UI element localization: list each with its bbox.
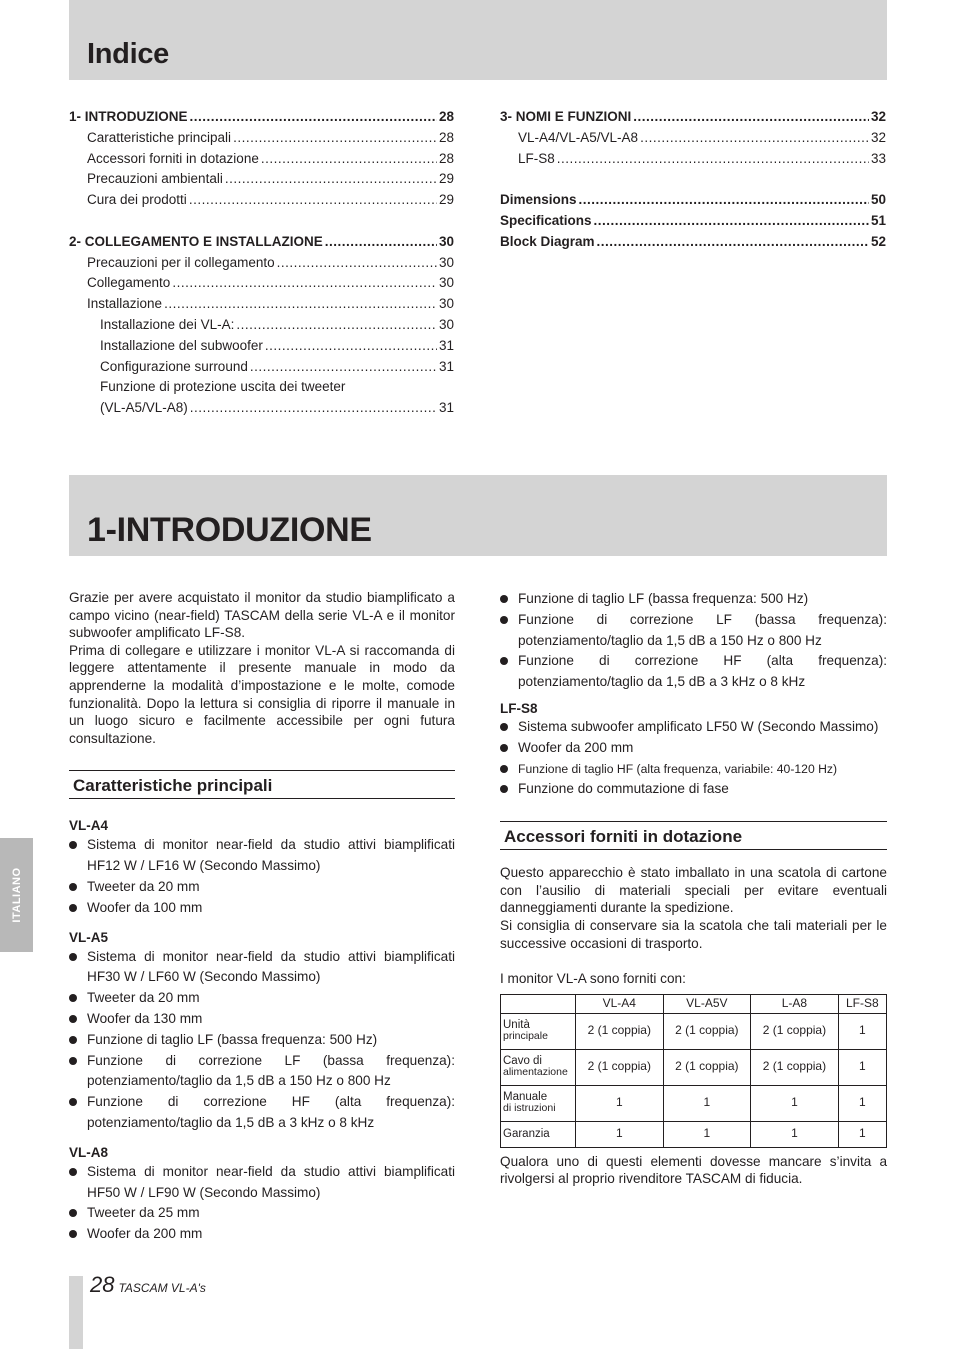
- feature-list-item: Funzione di taglio LF (bassa frequenza: 500 Hz): [500, 589, 887, 610]
- feature-list-item: Funzione di taglio LF (bassa frequenza: 500 Hz): [69, 1030, 455, 1051]
- table-intro: I monitor VL-A sono forniti con:: [500, 971, 686, 987]
- toc-entry[interactable]: [500, 232, 886, 253]
- row-label-line-1: Garanzia: [503, 1127, 550, 1140]
- toc-entry-page: 52: [870, 233, 886, 249]
- toc-entry[interactable]: [69, 128, 454, 149]
- toc-leader-dots: [190, 398, 437, 419]
- vla8-heading: VL-A8: [69, 1144, 109, 1160]
- toc-entry-page: 50: [870, 192, 886, 208]
- toc-entry-label: Caratteristiche principali: [87, 129, 232, 145]
- toc-leader-dots: [277, 253, 437, 274]
- table-row: [501, 1085, 887, 1121]
- toc-entry-page: 30: [438, 316, 454, 332]
- lfs8-feature-list: [500, 717, 887, 800]
- toc-entry-label: VL-A4/VL-A5/VL-A8: [518, 129, 639, 145]
- toc-entry-label: Precauzioni ambientali: [87, 171, 223, 187]
- toc-entry-label: 2- COLLEGAMENTO E INSTALLAZIONE: [69, 233, 323, 249]
- toc-entry[interactable]: [500, 128, 886, 149]
- table-row-label: [501, 1085, 576, 1121]
- feature-list-item: Funzione di correzione HF (alta frequenza): potenziamento/taglio da 1,5 dB a 3 kHz o 8 kHz: [500, 651, 887, 693]
- intro-title: 1-INTRODUZIONE: [87, 511, 372, 549]
- feature-list-item: Sistema subwoofer amplificato LF50 W (Secondo Massimo): [500, 717, 887, 738]
- toc-entry-label: Installazione: [87, 296, 163, 312]
- vla5-feature-list: [69, 947, 455, 1134]
- toc-entry-label: Block Diagram: [500, 233, 595, 249]
- row-label-line-2: alimentazione: [503, 1066, 568, 1079]
- footer-brand: TASCAM VL-A's: [118, 1281, 206, 1295]
- toc-entry-label: Dimensions: [500, 192, 577, 208]
- table-cell: 1: [663, 1121, 751, 1147]
- toc-entry-page: 51: [870, 212, 886, 228]
- table-column-header: L-A8: [751, 994, 839, 1013]
- table-cell: 2 (1 coppia): [663, 1049, 751, 1085]
- feature-list-item: Tweeter da 20 mm: [69, 988, 455, 1009]
- toc-entry[interactable]: [69, 273, 454, 294]
- toc-entry-label: Installazione del subwoofer: [100, 337, 263, 353]
- feature-list-item: Woofer da 200 mm: [500, 738, 887, 759]
- toc-entry[interactable]: [69, 190, 454, 211]
- table-column-header: VL-A4: [576, 994, 664, 1013]
- feature-list-item: Tweeter da 20 mm: [69, 877, 455, 898]
- toc-leader-dots: [557, 149, 869, 170]
- toc-entry[interactable]: [69, 107, 454, 128]
- toc-entry[interactable]: [69, 315, 454, 336]
- table-row: [501, 1121, 887, 1147]
- toc-leader-dots: [325, 232, 437, 253]
- toc-leader-dots: [250, 357, 437, 378]
- toc-header-band: [69, 0, 887, 80]
- feature-list-item: Funzione di correzione LF (bassa frequenza): potenziamento/taglio da 1,5 dB a 150 Hz o 800 Hz: [69, 1051, 455, 1093]
- toc-entry[interactable]: [69, 253, 454, 274]
- table-column-header: LF-S8: [838, 994, 886, 1013]
- intro-paragraph-2: Prima di collegare e utilizzare i monitor VL-A si raccomanda di leggere attentamente il presente manuale in modo da apprenderne la modalità d’impostazione e le molte, comode funzionalità. Dopo la lettura si consiglia di riporre il manuale in un luogo sicuro e facilmente accessibile per ogni futura consultazione.: [69, 642, 455, 746]
- toc-entry-page: 32: [870, 129, 886, 145]
- right-column: [500, 589, 887, 1188]
- toc-entry-page: 31: [438, 337, 454, 353]
- toc-entry-page: 28: [438, 109, 454, 124]
- toc-entry-label: LF-S8: [518, 150, 555, 166]
- toc-gap: [500, 169, 886, 190]
- toc-entry-page: 33: [870, 150, 886, 166]
- toc-leader-dots: [579, 190, 869, 211]
- toc-entry-page: 30: [438, 233, 454, 249]
- vla5-heading: VL-A5: [69, 929, 109, 945]
- row-label-line-1: Cavo di: [503, 1055, 542, 1068]
- table-cell: 1: [838, 1085, 886, 1121]
- table-column-header: VL-A5V: [663, 994, 751, 1013]
- toc-leader-dots: [594, 211, 869, 232]
- features-section-title: Caratteristiche principali: [69, 770, 455, 799]
- table-cell: 1: [576, 1085, 664, 1121]
- table-cell: 2 (1 coppia): [751, 1049, 839, 1085]
- table-cell: 1: [838, 1013, 886, 1049]
- toc-entry-label: Specifications: [500, 212, 592, 228]
- feature-list-item: Sistema di monitor near-field da studio attivi biamplificati HF30 W / LF60 W (Secondo Massimo): [69, 947, 455, 989]
- toc-left-column: [69, 107, 454, 419]
- toc-entry-page: 29: [438, 192, 454, 208]
- toc-leader-dots: [265, 336, 437, 357]
- toc-entry-label: Cura dei prodotti: [87, 192, 187, 208]
- footer-bar: [69, 1276, 83, 1349]
- toc-entry-label: Precauzioni per il collegamento: [87, 254, 275, 270]
- table-cell: 2 (1 coppia): [576, 1049, 664, 1085]
- toc-leader-dots: [190, 107, 437, 128]
- feature-list-item: Funzione di taglio HF (alta frequenza, variabile: 40-120 Hz): [500, 759, 887, 780]
- toc-leader-dots: [189, 190, 437, 211]
- row-label-line-2: principale: [503, 1030, 548, 1043]
- toc-entry[interactable]: [69, 232, 454, 253]
- feature-list-item: Woofer da 130 mm: [69, 1009, 455, 1030]
- feature-list-item: Tweeter da 25 mm: [69, 1203, 455, 1224]
- feature-list-item: Woofer da 100 mm: [69, 898, 455, 919]
- feature-list-item: Funzione di correzione HF (alta frequenza): potenziamento/taglio da 1,5 dB a 3 kHz o 8 kHz: [69, 1092, 455, 1134]
- toc-entry[interactable]: [69, 398, 454, 419]
- toc-leader-dots: [233, 128, 437, 149]
- table-cell: 2 (1 coppia): [576, 1013, 664, 1049]
- toc-entry-label: 3- NOMI E FUNZIONI: [500, 109, 632, 124]
- intro-paragraph-1: Grazie per avere acquistato il monitor da studio biamplificato a campo vicino (near-field) TASCAM della serie VL-A e il monitor subwoofer amplificato LF-S8.: [69, 590, 455, 641]
- accessories-paragraph-2: Si consiglia di conservare sia la scatola che tali materiali per le successive occasioni di trasporto.: [500, 917, 887, 951]
- toc-leader-dots: [597, 232, 869, 253]
- language-label: ITALIANO: [10, 867, 23, 923]
- table-cell: 1: [838, 1121, 886, 1147]
- toc-entry[interactable]: [69, 377, 454, 398]
- feature-list-item: Woofer da 200 mm: [69, 1224, 455, 1245]
- table-row: [501, 1049, 887, 1085]
- toc-entry-label: Configurazione surround: [100, 358, 248, 374]
- toc-entry-label: 1- INTRODUZIONE: [69, 109, 188, 124]
- toc-entry-page: 30: [438, 254, 454, 270]
- toc-entry-label: Funzione di protezione uscita dei tweeter: [100, 379, 346, 395]
- language-side-tab: [0, 838, 33, 952]
- row-label-line-1: Unità: [503, 1019, 530, 1032]
- toc-gap: [69, 211, 454, 232]
- toc-entry-page: 31: [438, 358, 454, 374]
- row-label-line-1: Manuale: [503, 1091, 548, 1104]
- toc-entry-page: 30: [438, 275, 454, 291]
- vla8-feature-list-continued: [500, 589, 887, 693]
- toc-entry[interactable]: [69, 357, 454, 378]
- toc-entry-page: 31: [438, 400, 454, 416]
- feature-list-item: Funzione do commutazione di fase: [500, 779, 887, 800]
- table-cell: 1: [751, 1121, 839, 1147]
- vla8-feature-list: [69, 1162, 455, 1245]
- table-row-label: [501, 1013, 576, 1049]
- toc-entry-label: (VL-A5/VL-A8): [100, 400, 188, 416]
- lfs8-heading: LF-S8: [500, 700, 538, 716]
- toc-entry[interactable]: [69, 336, 454, 357]
- table-column-header: [501, 994, 576, 1013]
- table-row-label: [501, 1049, 576, 1085]
- toc-leader-dots: [640, 128, 869, 149]
- toc-entry-page: 30: [438, 296, 454, 312]
- toc-leader-dots: [225, 169, 437, 190]
- toc-entry[interactable]: [500, 149, 886, 170]
- row-label-line-2: di istruzioni: [503, 1102, 556, 1115]
- toc-entry[interactable]: [69, 169, 454, 190]
- toc-entry-label: Accessori forniti in dotazione: [87, 150, 259, 166]
- feature-list-item: Sistema di monitor near-field da studio attivi biamplificati HF12 W / LF16 W (Secondo Massimo): [69, 835, 455, 877]
- page-footer: [90, 1272, 206, 1298]
- table-cell: 1: [576, 1121, 664, 1147]
- toc-entry[interactable]: [500, 190, 886, 211]
- table-cell: 1: [663, 1085, 751, 1121]
- toc-entry[interactable]: [500, 211, 886, 232]
- vla4-feature-list: [69, 835, 455, 918]
- table-cell: 1: [751, 1085, 839, 1121]
- toc-entry-page: 28: [438, 150, 454, 166]
- toc-leader-dots: [172, 273, 437, 294]
- toc-leader-dots: [633, 107, 869, 128]
- table-header-row: [501, 994, 887, 1013]
- toc-title: Indice: [87, 38, 169, 70]
- toc-entry[interactable]: [500, 107, 886, 128]
- accessories-section-title: Accessori forniti in dotazione: [500, 821, 887, 850]
- table-row: [501, 1013, 887, 1049]
- accessories-paragraph-1: Questo apparecchio è stato imballato in una scatola di cartone con l’ausilio di materiali speciali per evitare eventuali danneggiamenti durante la spedizione.: [500, 865, 887, 916]
- toc-leader-dots: [164, 294, 437, 315]
- table-row-label: [501, 1121, 576, 1147]
- toc-leader-dots: [261, 149, 437, 170]
- toc-right-column: [500, 107, 886, 253]
- toc-entry-label: Installazione dei VL-A:: [100, 316, 235, 332]
- toc-entry-page: 29: [438, 171, 454, 187]
- toc-entry-label: Collegamento: [87, 275, 171, 291]
- table-cell: 2 (1 coppia): [751, 1013, 839, 1049]
- page-number: 28: [90, 1272, 115, 1297]
- toc-entry[interactable]: [69, 294, 454, 315]
- feature-list-item: Sistema di monitor near-field da studio attivi biamplificati HF50 W / LF90 W (Secondo Massimo): [69, 1162, 455, 1204]
- accessories-table: [500, 994, 887, 1148]
- table-cell: 1: [838, 1049, 886, 1085]
- vla4-heading: VL-A4: [69, 818, 109, 834]
- feature-list-item: Funzione di correzione LF (bassa frequenza): potenziamento/taglio da 1,5 dB a 150 Hz o 800 Hz: [500, 610, 887, 652]
- toc-entry[interactable]: [69, 149, 454, 170]
- table-cell: 2 (1 coppia): [663, 1013, 751, 1049]
- toc-leader-dots: [236, 315, 437, 336]
- toc-entry-page: 28: [438, 129, 454, 145]
- intro-header-band: [69, 475, 887, 556]
- closing-paragraph: Qualora uno di questi elementi dovesse mancare s’invita a rivolgersi al proprio rivenditore TASCAM di fiducia.: [500, 1153, 887, 1187]
- left-column: [69, 589, 455, 1245]
- toc-entry-page: 32: [870, 109, 886, 124]
